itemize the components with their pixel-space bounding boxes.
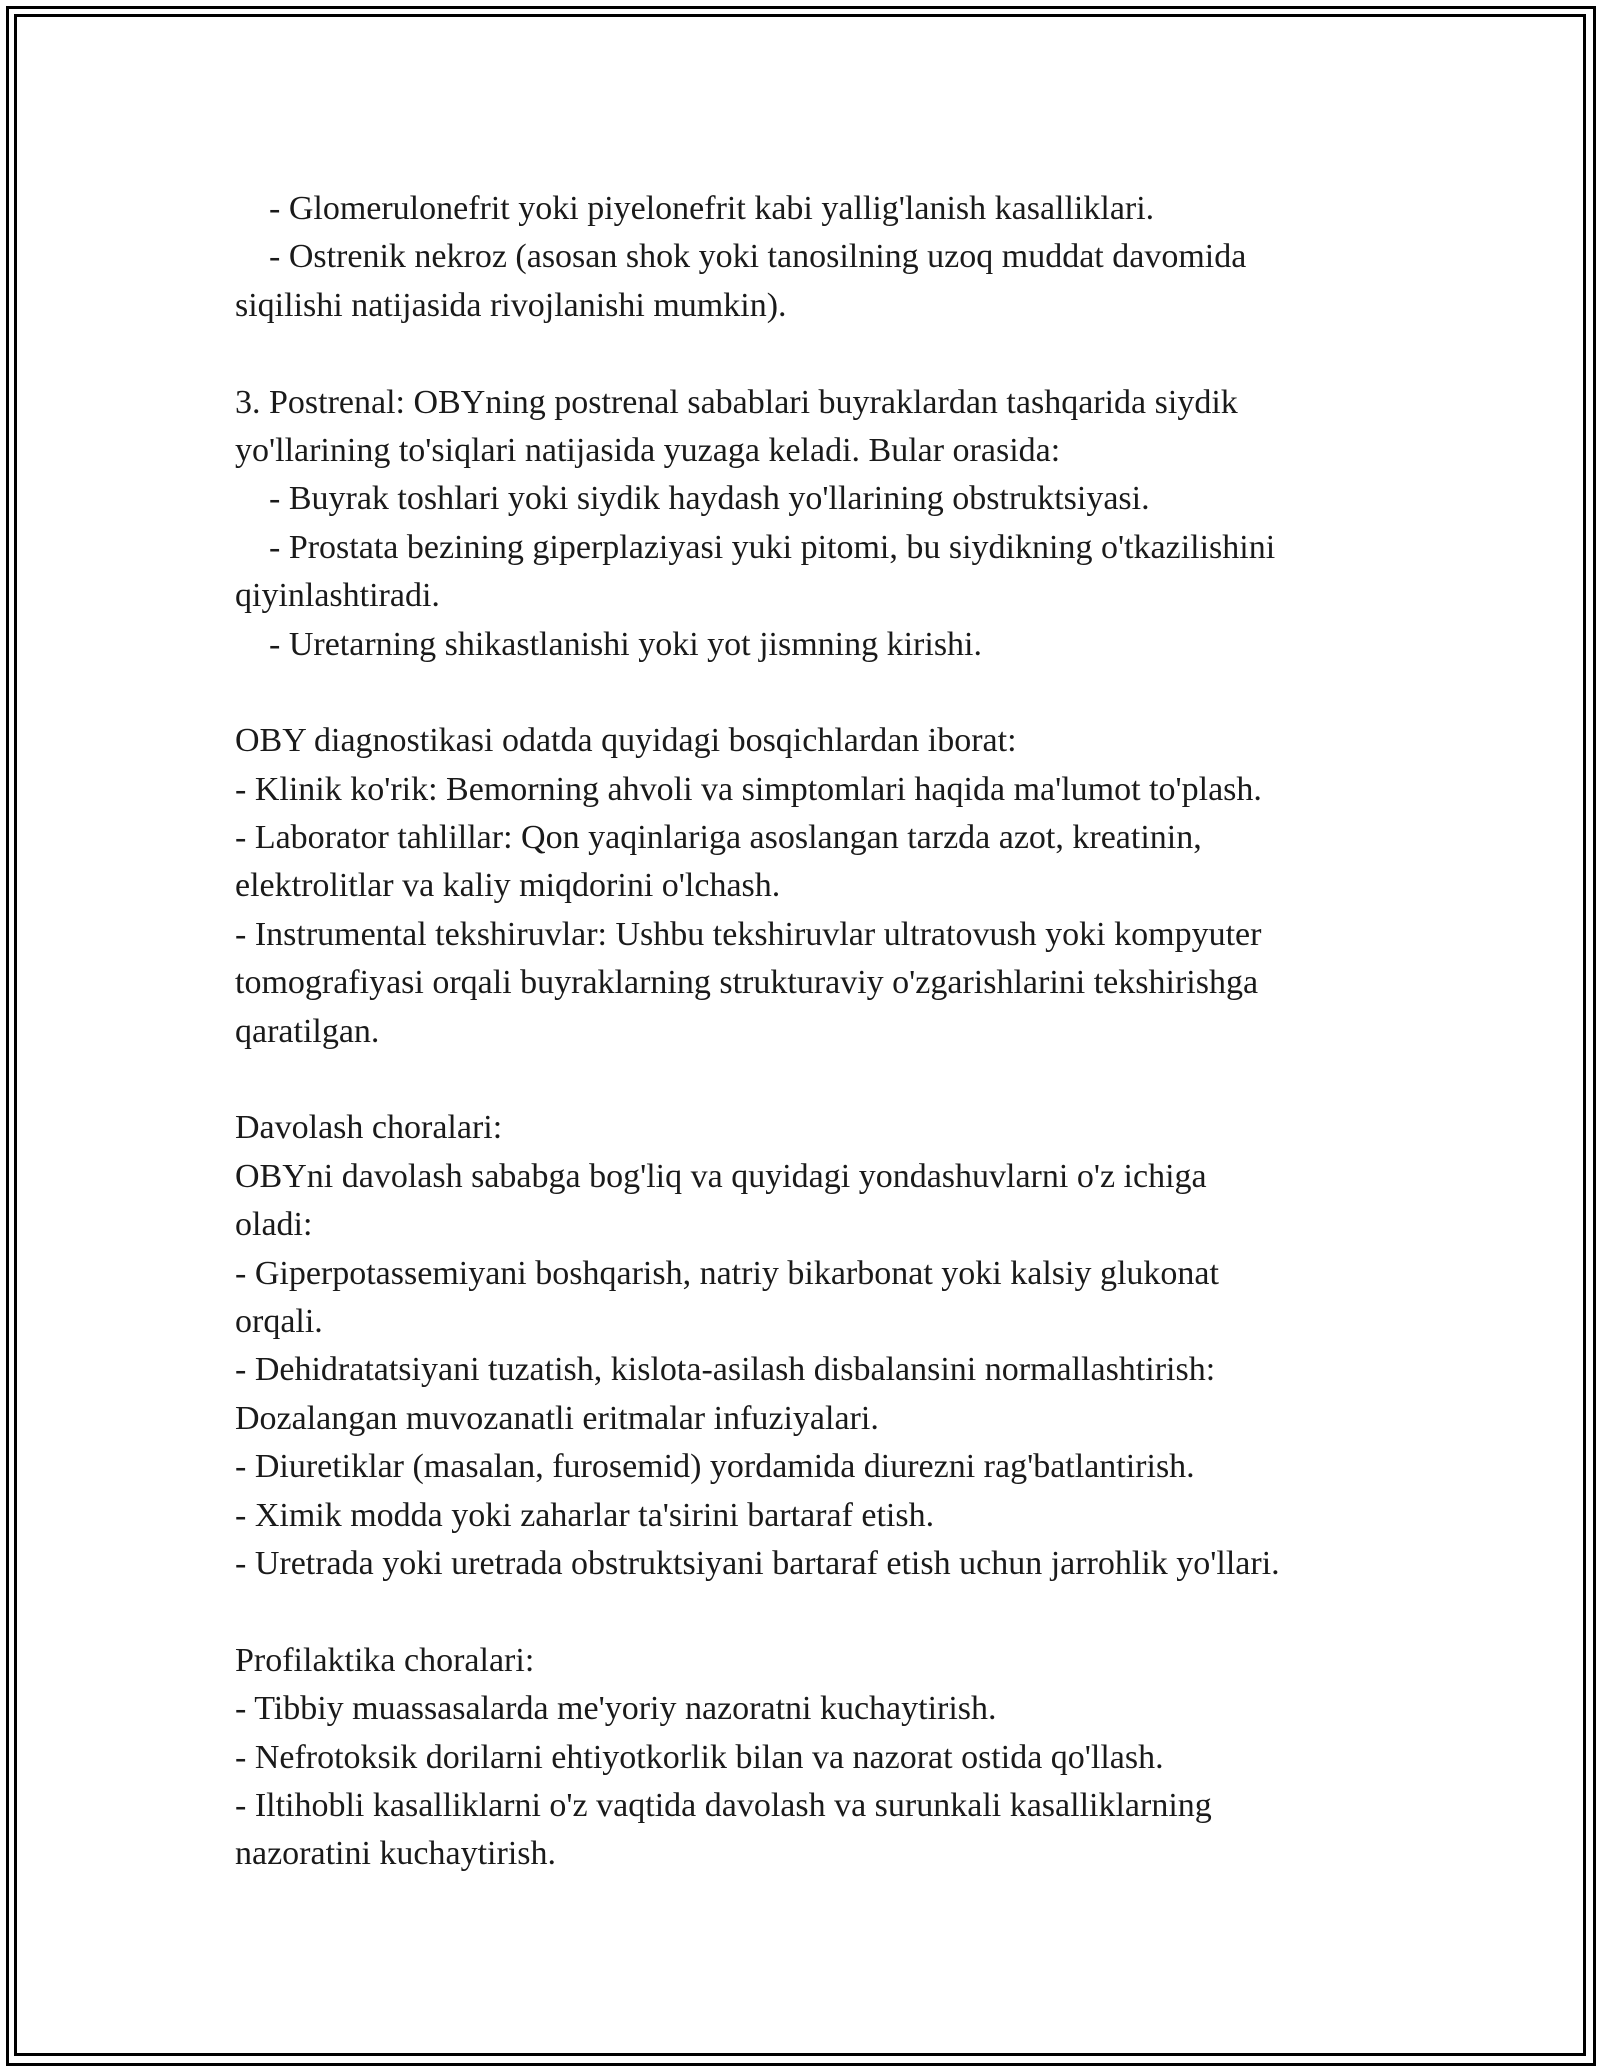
text-line: tomografiyasi orqali buyraklarning strukturaviy o'zgarishlarini tekshirishga bbox=[235, 964, 1259, 1002]
text-line: siqilishi natijasida rivojlanishi mumkin). bbox=[235, 286, 787, 324]
text-line: - Klinik ko'rik: Bemorning ahvoli va simptomlari haqida ma'lumot to'plash. bbox=[235, 770, 1262, 808]
text-line: Davolash choralari: bbox=[235, 1109, 503, 1147]
text-line: OBY diagnostikasi odatda quyidagi bosqichlardan iborat: bbox=[235, 722, 1017, 760]
text-line: qaratilgan. bbox=[235, 1012, 380, 1050]
blank-line bbox=[235, 1056, 1365, 1104]
text-line: elektrolitlar va kaliy miqdorini o'lchash. bbox=[235, 867, 781, 905]
text-line: - Tibbiy muassasalarda me'yoriy nazoratni kuchaytirish. bbox=[235, 1690, 997, 1728]
text-line: - Laborator tahlillar: Qon yaqinlariga asoslangan tarzda azot, kreatinin, bbox=[235, 819, 1202, 857]
text-line: - Giperpotassemiyani boshqarish, natriy bikarbonat yoki kalsiy glukonat bbox=[235, 1254, 1219, 1292]
text-line: - Diuretiklar (masalan, furosemid) yordamida diurezni rag'batlantirish. bbox=[235, 1448, 1195, 1486]
text-line: OBYni davolash sababga bog'liq va quyidagi yondashuvlarni o'z ichiga bbox=[235, 1157, 1207, 1195]
blank-line bbox=[235, 1588, 1365, 1636]
text-line: - Dehidratatsiyani tuzatish, kislota-asilash disbalansini normallashtirish: bbox=[235, 1351, 1216, 1389]
text-line: - Prostata bezining giperplaziyasi yuki pitomi, bu siydikning o'tkazilishini bbox=[235, 528, 1276, 566]
text-line: qiyinlashtiradi. bbox=[235, 577, 440, 615]
text-line: - Uretrada yoki uretrada obstruktsiyani bartaraf etish uchun jarrohlik yo'llari. bbox=[235, 1544, 1280, 1582]
text-line: 3. Postrenal: OBYning postrenal sabablari buyraklardan tashqarida siydik bbox=[235, 383, 1238, 421]
text-line: - Ostrenik nekroz (asosan shok yoki tanosilning uzoq muddat davomida bbox=[235, 238, 1247, 276]
text-line: - Buyrak toshlari yoki siydik haydash yo'llarining obstruktsiyasi. bbox=[235, 480, 1150, 518]
text-line: nazoratini kuchaytirish. bbox=[235, 1835, 557, 1873]
text-line: oladi: bbox=[235, 1206, 313, 1244]
text-line: - Glomerulonefrit yoki piyelonefrit kabi yallig'lanish kasalliklari. bbox=[235, 190, 1155, 227]
blank-line bbox=[235, 330, 1365, 378]
document-body bbox=[235, 185, 1365, 1879]
text-line: yo'llarining to'siqlari natijasida yuzaga keladi. Bular orasida: bbox=[235, 431, 1061, 469]
text-line: Profilaktika choralari: bbox=[235, 1641, 535, 1679]
text-line: - Instrumental tekshiruvlar: Ushbu tekshiruvlar ultratovush yoki kompyuter bbox=[235, 915, 1262, 953]
text-line: - Iltihobli kasalliklarni o'z vaqtida davolash va surunkali kasalliklarning bbox=[235, 1786, 1212, 1824]
text-line: - Nefrotoksik dorilarni ehtiyotkorlik bilan va nazorat ostida qo'llash. bbox=[235, 1738, 1164, 1776]
text-line: - Ximik modda yoki zaharlar ta'sirini bartaraf etish. bbox=[235, 1496, 935, 1534]
text-line: orqali. bbox=[235, 1302, 323, 1340]
text-line: Dozalangan muvozanatli eritmalar infuziyalari. bbox=[235, 1399, 879, 1437]
blank-line bbox=[235, 669, 1365, 717]
text-line: - Uretarning shikastlanishi yoki yot jismning kirishi. bbox=[235, 625, 983, 663]
